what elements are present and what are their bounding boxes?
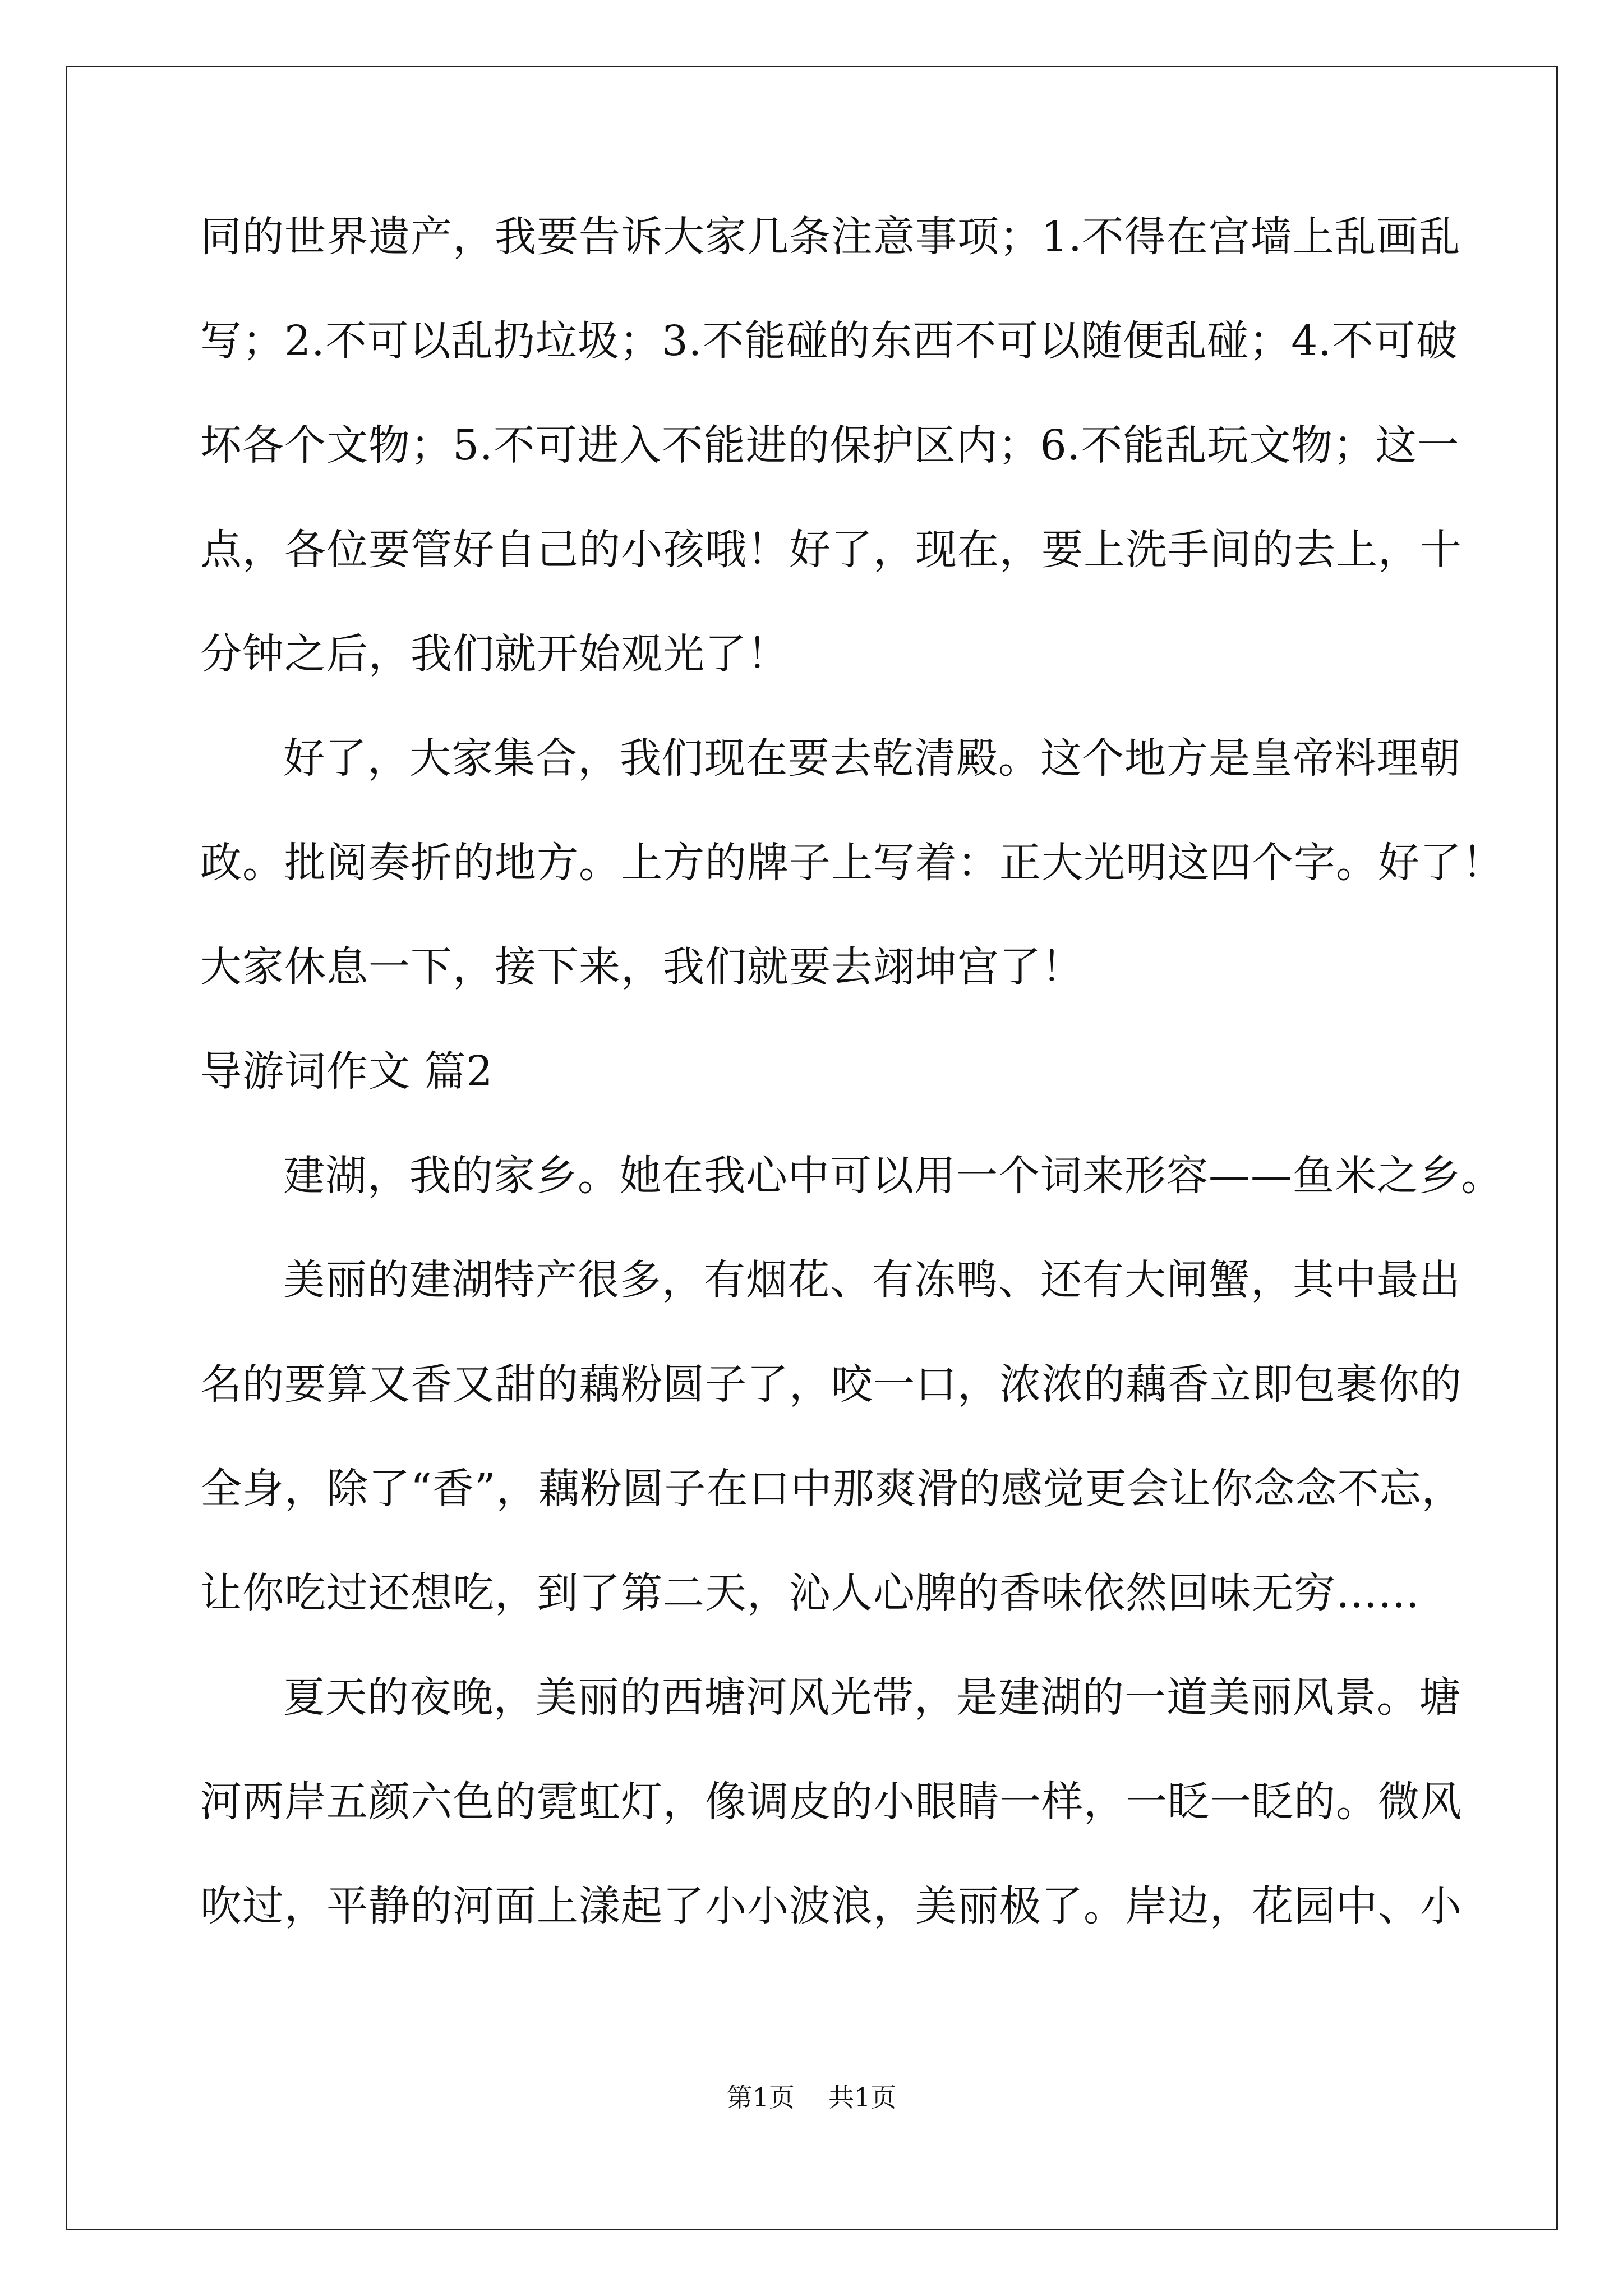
section-heading: 导游词作文 篇2 <box>200 1047 494 1096</box>
text-line-3: 坏各个文物；5.不可进入不能进的保护区内；6.不能乱玩文物；这一 <box>200 421 1460 470</box>
text-line-1: 同的世界遗产，我要告诉大家几条注意事项；1.不得在宫墙上乱画乱 <box>200 213 1461 261</box>
page-number: 第1页 <box>726 2082 795 2113</box>
text-line-11: 美丽的建湖特产很多，有烟花、有冻鸭、还有大闸蟹，其中最出 <box>283 1256 1461 1304</box>
text-line-12: 名的要算又香又甜的藕粉圆子了，咬一口，浓浓的藕香立即包裹你的 <box>200 1360 1462 1409</box>
text-line-7: 政。批阅奏折的地方。上方的牌子上写着：正大光明这四个字。好了！ <box>200 839 1504 887</box>
text-line-8: 大家休息一下，接下来，我们就要去翊坤宫了！ <box>200 943 1083 991</box>
text-line-10: 建湖，我的家乡。她在我心中可以用一个词来形容——鱼米之乡。 <box>283 1152 1503 1200</box>
text-line-15: 夏天的夜晚，美丽的西塘河风光带，是建湖的一道美丽风景。塘 <box>283 1673 1461 1722</box>
text-line-2: 写；2.不可以乱扔垃圾；3.不能碰的东西不可以随便乱碰；4.不可破 <box>200 317 1458 365</box>
text-line-17: 吹过，平静的河面上漾起了小小波浪，美丽极了。岸边，花园中、小 <box>200 1882 1462 1930</box>
text-line-6: 好了，大家集合，我们现在要去乾清殿。这个地方是皇帝料理朝 <box>283 734 1461 783</box>
page-total: 共1页 <box>828 2082 897 2113</box>
text-line-13: 全身，除了“香”，藕粉圆子在口中那爽滑的感觉更会让你念念不忘， <box>200 1465 1464 1513</box>
page-footer <box>0 2082 1623 2113</box>
text-line-4: 点，各位要管好自己的小孩哦！好了，现在，要上洗手间的去上，十 <box>200 526 1462 574</box>
text-line-14: 让你吃过还想吃，到了第二天，沁人心脾的香味依然回味无穷…… <box>200 1569 1420 1617</box>
text-line-16: 河两岸五颜六色的霓虹灯，像调皮的小眼睛一样，一眨一眨的。微风 <box>200 1778 1462 1826</box>
text-line-5: 分钟之后，我们就开始观光了！ <box>200 630 789 678</box>
document-body <box>200 213 1504 1990</box>
